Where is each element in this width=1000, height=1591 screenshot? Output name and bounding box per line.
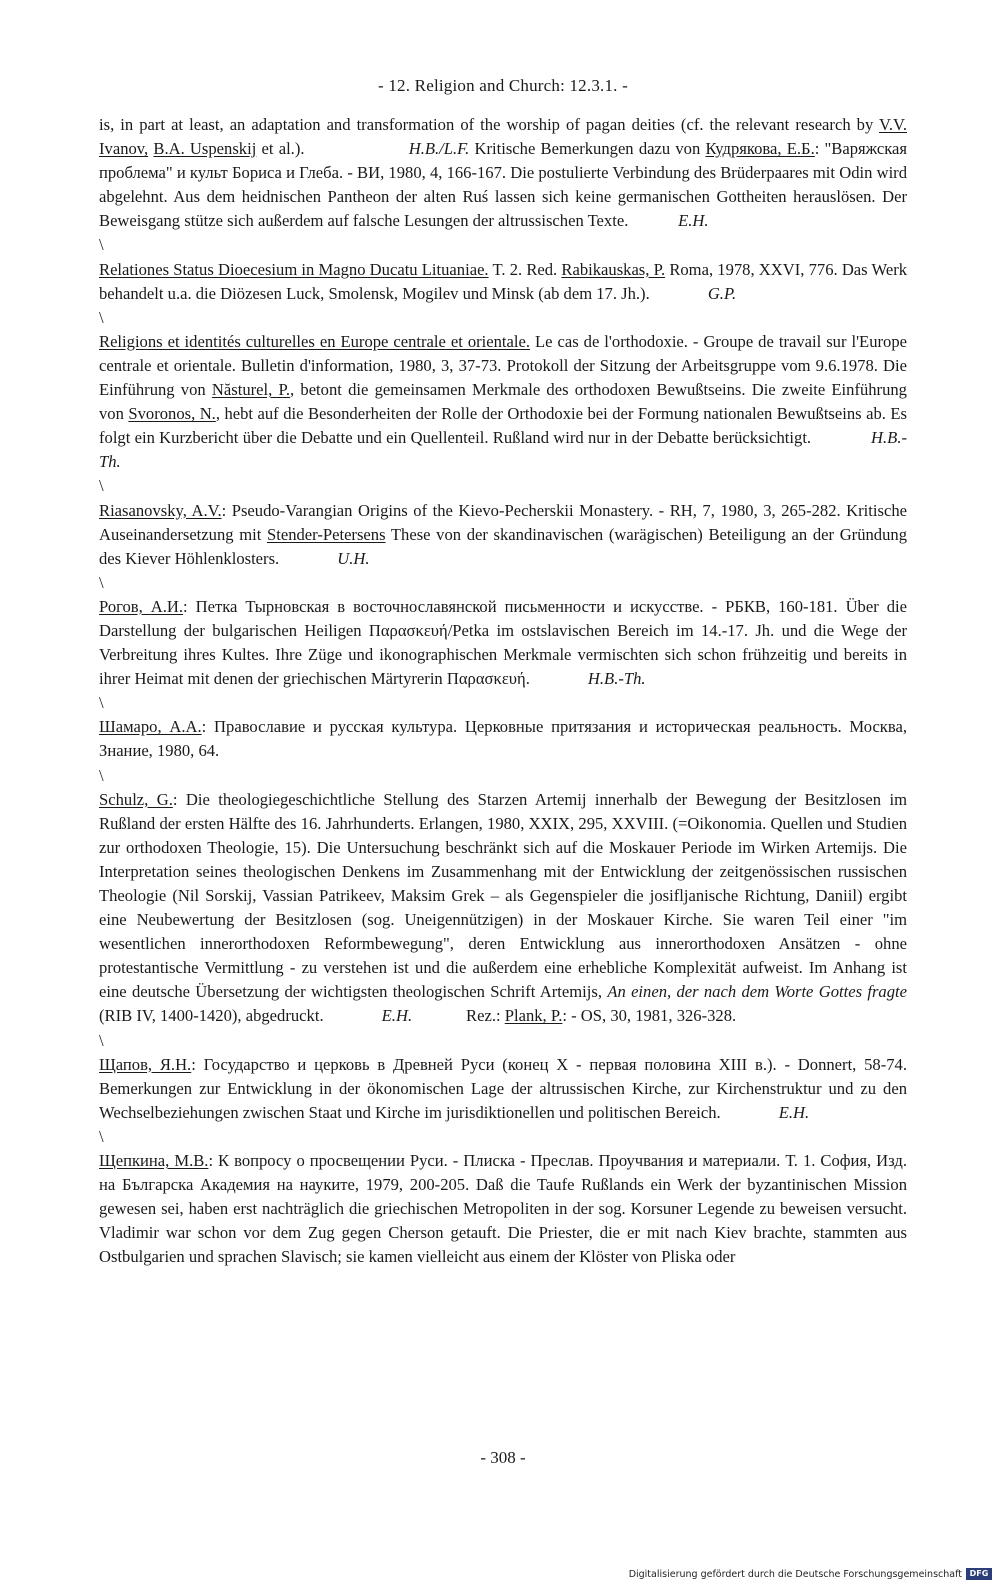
reviewer-signature: G.P. (707, 283, 737, 303)
bibliography-entry-7: Schulz, G.: Die theologiegeschichtliche Stellung des Starzen Artemij innerhalb der Bewegung der Besitzlosen im Rußland der ersten Hälfte des 16. Jahrhunderts. Erlangen, 1980, XXIX, 295, XXVIII. (=Oikonomia. Quellen und Studien zur orthodoxen Theologie, 15). Die Untersuchung beschränkt sich auf die Moskauer Periode im Wirken Artemijs. Die Interpretation seines theologischen Denkens im Zusammenhang mit der Entwicklung der zeitgenössischen russischen Theologie (Nil Sorskij, Vassian Patrikeev, Maksim Grek – als Gegenspieler die josifljanische Richtung, Daniil) ergibt eine Neubewertung der Besitzlosen (sog. Uneigennützigen) in der Moskauer Kirche. Sie waren Teil einer "im wesentlichen innerorthodoxen Reformbewegung", deren Entwicklung aus innerorthodoxen Ansätzen - ohne protestantische Vermittlung - zu verstehen ist und die außerdem eine erhebliche Komplexität aufweist. Im Anhang ist eine deutsche Übersetzung der wichtigsten theologischen Schrift Artemijs, An einen, der nach dem Worte Gottes fragte (RIB IV, 1400-1420), abgedruckt. E.H. Rez.: Plank, P.: - OS, 30, 1981, 326-328. (99, 789, 907, 1026)
bibliography-entry-6: Шамаро, А.А.: Православие и русская культура. Церковные притязания и историческая реальность. Москва, Знание, 1980, 64. (99, 717, 907, 761)
bibliography-entry-3: Religions et identités culturelles en Europe centrale et orientale. Le cas de l'orthodoxie. - Groupe de travail sur l'Europe centrale et orientale. Bulletin d'information, 1980, 3, 37-73. Protokoll der Sitzung der Arbeitsgruppe vom 9.6.1978. Die Einführung von Năsturel, P., betont die gemeinsamen Merkmale des orthodoxen Bewußtseins. Die zweite Einführung von Svoronos, N., hebt auf die Besonderheiten der Rolle der Orthodoxie bei der Formung nationalen Bewußtseins ab. Es folgt ein Kurzbericht über die Debatte und ein Quellenteil. Rußland wird nur in der Debatte berücksichtigt. H.B.-Th. (99, 331, 907, 472)
document-page (99, 0, 907, 1591)
entry-separator: \ (99, 765, 104, 785)
author-link[interactable]: Щапов, Я.Н. (99, 1054, 192, 1074)
title-link[interactable]: Relationes Status Dioecesium in Magno Ducatu Lituaniae. (99, 259, 489, 279)
entry-separator: \ (99, 693, 104, 713)
author-link[interactable]: Щепкина, М.В. (99, 1151, 209, 1171)
author-link[interactable]: Riasanovsky, A.V. (99, 500, 222, 520)
bibliography-entry-4: Riasanovsky, A.V.: Pseudo-Varangian Origins of the Kievo-Pecherskii Monastery. - RH, 7, 1980, 3, 265-282. Kritische Auseinandersetzung mit Stender-Petersens These von der skandinavischen (warägischen) Beteiligung an der Gründung des Kiever Höhlenklosters. U.H. (99, 500, 907, 568)
digitization-credit (629, 1568, 992, 1580)
entry-separator: \ (99, 572, 104, 592)
author-link[interactable]: Шамаро, А.А. (99, 717, 202, 737)
author-link[interactable]: Plank, P. (504, 1006, 563, 1026)
bibliography-entry-9: Щепкина, М.В.: К вопросу о просвещении Руси. - Плиска - Преслав. Проучвания и материали. Т. 1. София, Изд. на Българска Академия на науките, 1979, 200-205. Daß die Taufe Rußlands ein Werk der byzantinischen Mission gewesen sei, haben erst nachträglich die griechischen Metropoliten in der sog. Korsuner Legende zu beweisen versucht. Vladimir war schon vor dem Zug gegen Cherson getauft. Die Priester, die er mit nach Kiev brachte, stammten aus Ostbulgarien und sprachen Slavisch; sie kamen vielleicht aus einem der Klöster von Pliska oder (99, 1151, 907, 1267)
entry-separator: \ (99, 1126, 104, 1146)
entry-separator: \ (99, 1030, 104, 1050)
credit-text: Digitalisierung gefördert durch die Deutsche Forschungsgemeinschaft (628, 1568, 962, 1580)
reviewer-signature: E.H. (778, 1102, 810, 1122)
author-link[interactable]: V.V. Ivanov, (99, 115, 907, 159)
author-link[interactable]: Svoronos, N. (128, 404, 216, 424)
title-link[interactable]: Religions et identités culturelles en Europe centrale et orientale. (99, 331, 531, 351)
entry-separator: \ (99, 235, 104, 255)
bibliography-entry-8: Щапов, Я.Н.: Государство и церковь в Древней Руси (конец X - первая половина XIII в.). - Donnert, 58-74. Bemerkungen zur Entwicklung in der ökonomischen Lage der altrussischen Kirche, zur Kirchenstruktur und zu den Wechselbeziehungen zwischen Staat und Kirche im jurisdiktionellen und politischen Bereich. E.H. (99, 1054, 907, 1122)
reviewer-signature: E.H. (381, 1006, 413, 1026)
author-link[interactable]: Rabikauskas, P. (561, 259, 666, 279)
author-link[interactable]: Năsturel, P. (211, 380, 291, 400)
author-link[interactable]: Кудрякова, Е.Б. (705, 139, 815, 159)
work-title: An einen, der nach dem Worte Gottes fragte (607, 982, 907, 1002)
page-number: - 308 - (480, 1448, 526, 1467)
author-link[interactable]: B.A. Uspenskij (153, 139, 257, 159)
bibliography-body (99, 113, 907, 1270)
reviewer-signature: H.B.-Th. (99, 428, 907, 472)
reviewer-signature: E.H. (678, 211, 709, 231)
entry-separator: \ (99, 307, 104, 327)
running-header: - 12. Religion and Church: 12.3.1. - (378, 76, 628, 95)
bibliography-entry-5: Рогов, А.И.: Петка Тырновская в восточнославянской письменности и искусстве. - РБКВ, 160-181. Über die Darstellung der bulgarischen Heiligen Παρασκευή/Petka im ostslavischen Bereich im 14.-17. Jh. und die Wege der Verbreitung ihres Kultes. Ihre Züge und ikonographischen Merkmale vermischten sich schon frühzeitig und bereits in ihrer Heimat mit denen der griechischen Märtyrerin Παρασκευή. H.B.-Th. (99, 596, 907, 689)
author-link[interactable]: Рогов, А.И. (99, 596, 184, 616)
dfg-logo-icon: DFG (966, 1568, 992, 1580)
author-link[interactable]: Stender-Petersens (266, 524, 386, 544)
reviewer-signature: H.B./L.F. (408, 139, 470, 159)
bibliography-entry-2: Relationes Status Dioecesium in Magno Ducatu Lituaniae. T. 2. Red. Rabikauskas, P. Roma, 1978, XXVI, 776. Das Werk behandelt u.a. die Diözesen Luck, Smolensk, Mogilev und Minsk (ab dem 17. Jh.). G.P. (99, 259, 908, 303)
author-link[interactable]: Schulz, G. (99, 789, 173, 809)
bibliography-entry-1: is, in part at least, an adaptation and transformation of the worship of pagan deities (cf. the relevant research by V.V. Ivanov, B.A. Uspenskij et al.). H.B./L.F. Kritische Bemerkungen dazu von Кудрякова, Е.Б.: "Варяжская проблема" и культ Бориса и Глеба. - ВИ, 1980, 4, 166-167. Die postulierte Verbindung des Brüderpaares mit Odin wird abgelehnt. Aus dem heidnischen Pantheon der alten Ruś lassen sich keine germanischen Gottheiten herauslösen. Der Beweisgang stütze sich außerdem auf falsche Lesungen der altrussischen Texte. E.H. (99, 115, 908, 231)
entry-separator: \ (99, 476, 104, 496)
reviewer-signature: U.H. (337, 548, 370, 568)
reviewer-signature: H.B.-Th. (587, 669, 646, 689)
